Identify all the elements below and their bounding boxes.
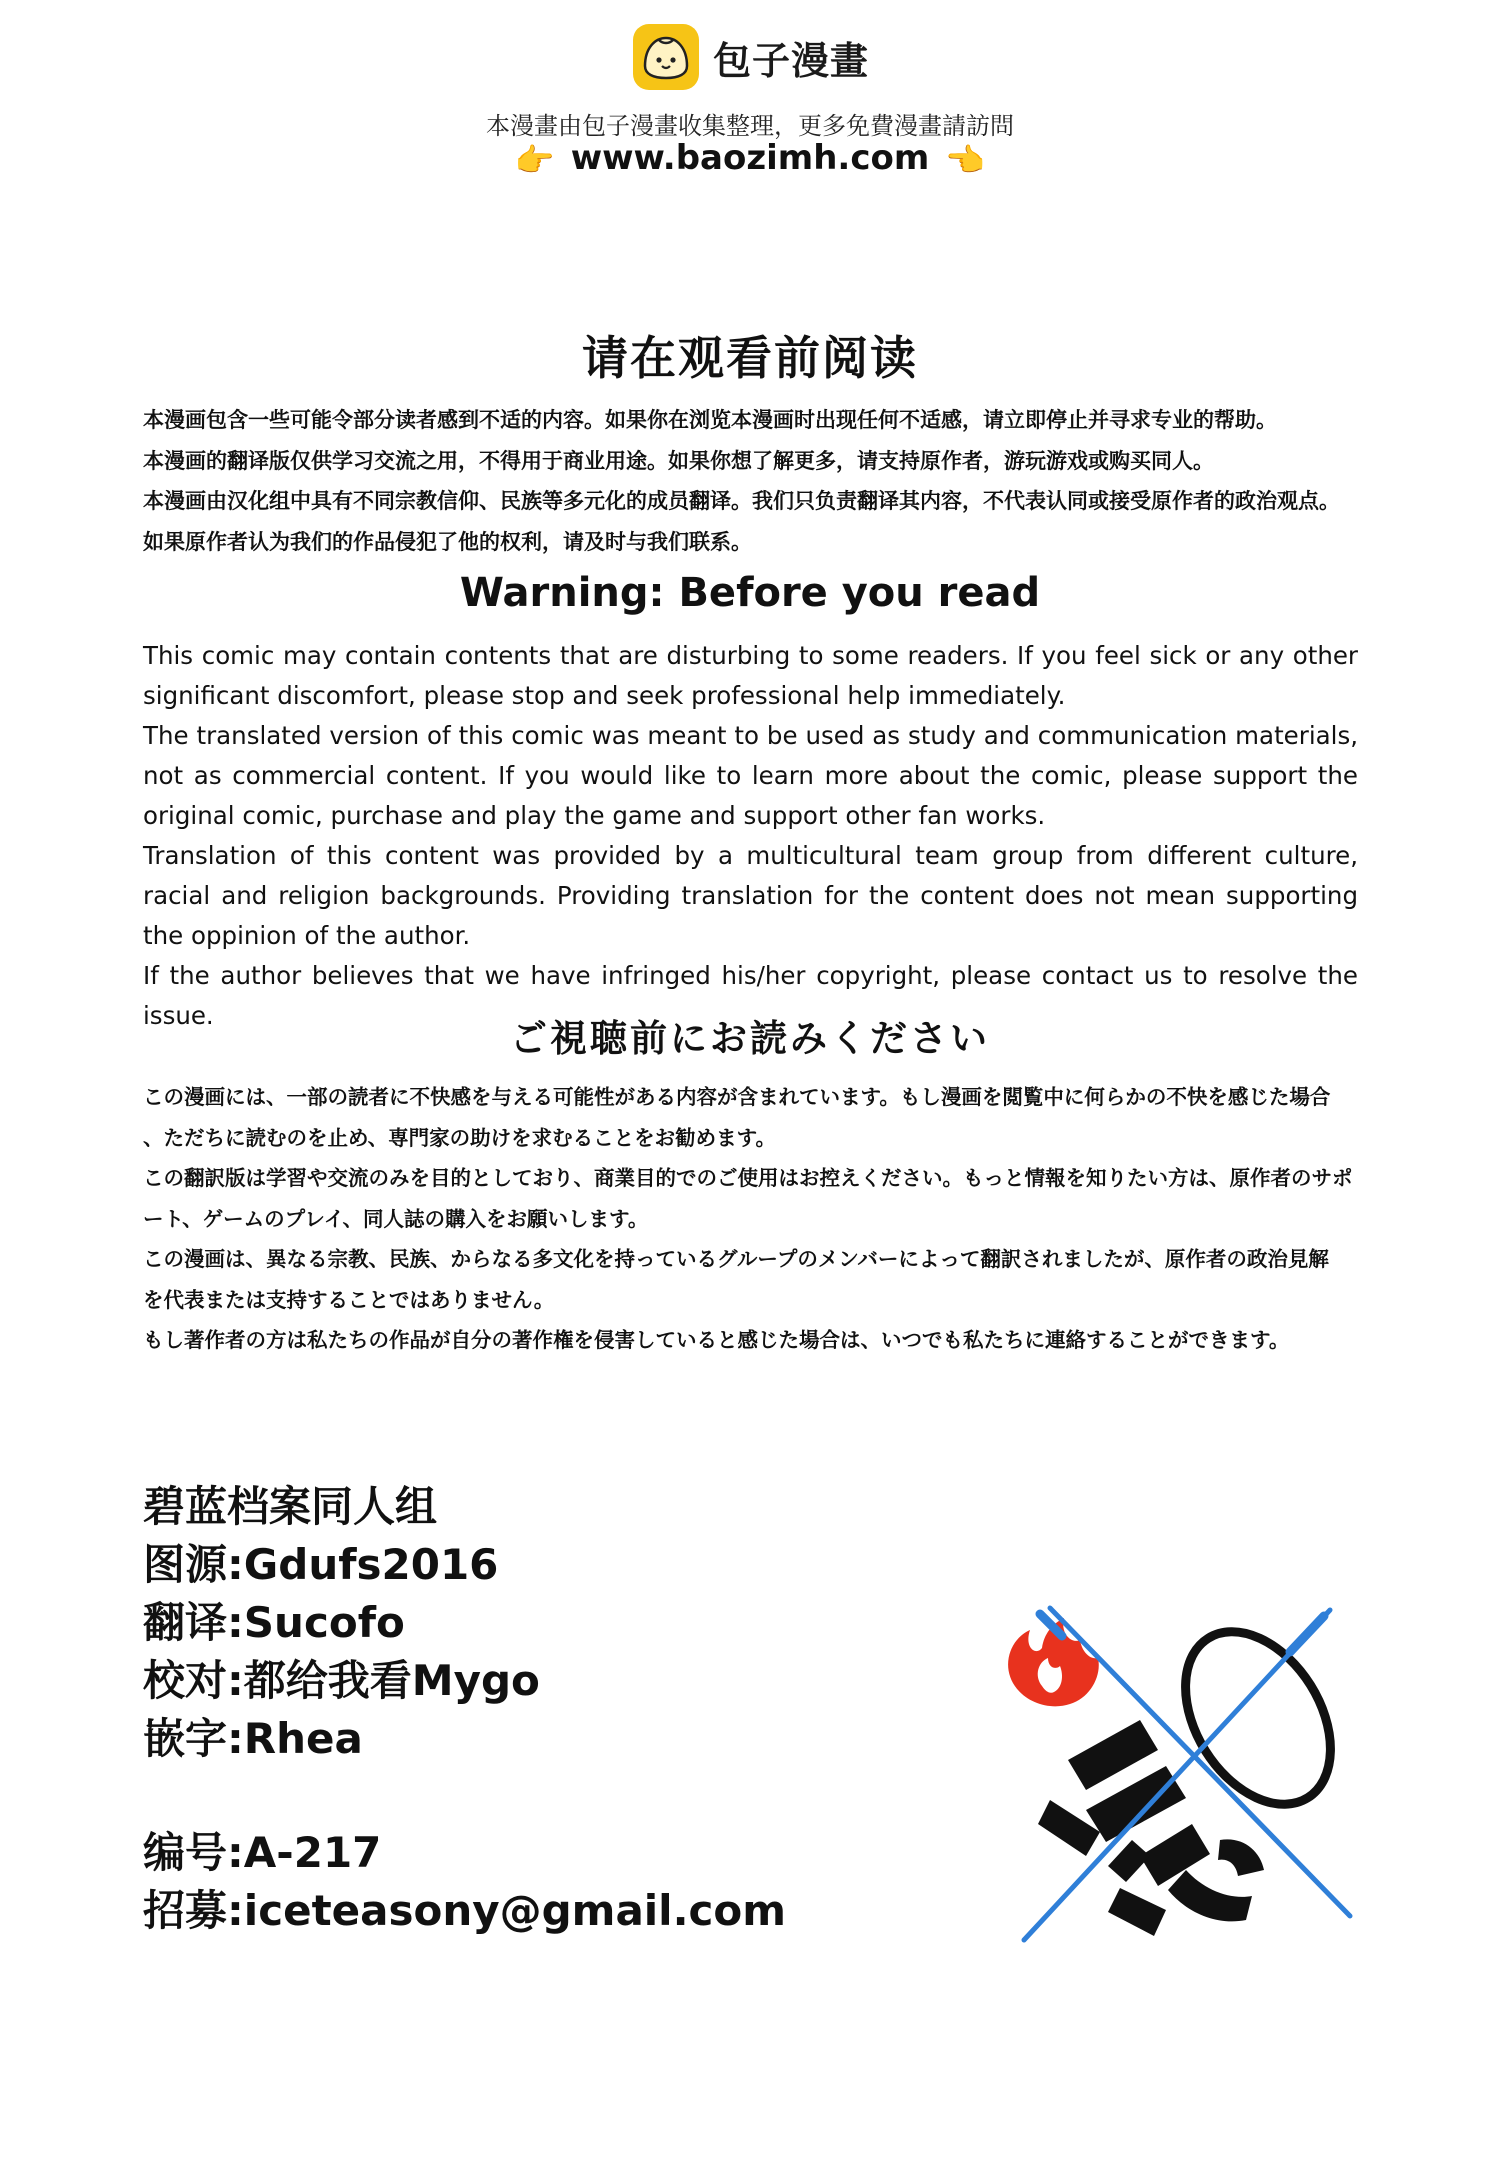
credit-recruit-email[interactable]: 招募:iceteasony@gmail.com <box>143 1886 787 1935</box>
chinese-notice-line: 如果原作者认为我们的作品侵犯了他的权利，请及时与我们联系。 <box>143 529 752 554</box>
english-warning-paragraph: If the author believes that we have infringed his/her copyright, please contact us to resolve the issue. <box>143 961 1358 1030</box>
brand-url-link[interactable]: www.baozimh.com <box>570 138 930 178</box>
group-emblem-logo <box>990 1600 1370 1950</box>
credit-translator: 翻译:Sucofo <box>143 1598 405 1647</box>
japanese-notice-line: この翻訳版は学習や交流のみを目的としており、商業目的でのご使用はお控えください。もっと情報を知りたい方は、原作者のサポ <box>143 1166 1353 1190</box>
chinese-notice-line: 本漫画由汉化组中具有不同宗教信仰、民族等多元化的成员翻译。我们只负责翻译其内容，不代表认同或接受原作者的政治观点。 <box>143 489 1340 513</box>
japanese-notice-body <box>143 1077 1358 1361</box>
chinese-notice-line: 本漫画包含一些可能令部分读者感到不适的内容。如果你在浏览本漫画时出现任何不适感，请立即停止并寻求专业的帮助。 <box>143 408 1277 432</box>
japanese-notice-line: ート、ゲームのプレイ、同人誌の購入をお願いします。 <box>143 1206 649 1231</box>
english-warning-paragraph: Translation of this content was provided by a multicultural team group from different culture, racial and religion backgrounds. Providing translation for the content does not mean supporting the oppinion of the author. <box>143 841 1358 950</box>
pointing-left-hand-icon: 👈 <box>945 140 986 179</box>
japanese-notice-line: を代表または支持することではありません。 <box>143 1287 555 1312</box>
english-warning-paragraph: The translated version of this comic was meant to be used as study and communication materials, not as commercial content. If you would like to learn more about the comic, please support the original comic, purchase and play the game and support other fan works. <box>143 721 1358 830</box>
credit-source: 图源:Gdufs2016 <box>143 1540 499 1589</box>
chinese-notice-title: 请在观看前阅读 <box>582 331 918 385</box>
chinese-notice-line: 本漫画的翻译版仅供学习交流之用，不得用于商业用途。如果你想了解更多，请支持原作者，游玩游戏或购买同人。 <box>143 448 1214 473</box>
english-warning-title: Warning: Before you read <box>459 570 1041 616</box>
credit-proofreader: 校对:都给我看Mygo <box>143 1656 540 1705</box>
credits-block <box>143 1478 786 1940</box>
japanese-notice-line: もし著作者の方は私たちの作品が自分の著作権を侵害していると感じた場合は、いつでも私たちに連絡することができます。 <box>143 1328 1290 1352</box>
brand-name: 包子漫畫 <box>712 38 869 83</box>
japanese-notice-title: ご視聴前にお読みください <box>510 1017 990 1060</box>
japanese-notice-line: 、ただちに読むのを止め、専門家の助けを求むることをお勧めます。 <box>143 1125 777 1150</box>
credit-number: 编号:A-217 <box>143 1828 382 1877</box>
pointing-right-hand-icon: 👉 <box>514 140 555 179</box>
japanese-notice-line: この漫画は、異なる宗教、民族、からなる多文化を持っているグループのメンバーによって翻訳されましたが、原作者の政治見解 <box>143 1247 1329 1271</box>
group-name: 碧蓝档案同人组 <box>143 1482 438 1531</box>
credit-typesetter: 嵌字:Rhea <box>143 1714 363 1763</box>
english-warning-paragraph: This comic may contain contents that are disturbing to some readers. If you feel sick or any other significant discomfort, please stop and seek professional help immediately. <box>143 641 1358 710</box>
chinese-notice-body <box>143 400 1358 562</box>
english-warning-body <box>143 636 1358 1036</box>
baozi-logo-icon <box>631 22 701 92</box>
japanese-notice-line: この漫画には、一部の読者に不快感を与える可能性がある内容が含まれています。もし漫画を閲覧中に何らかの不快を感じた場合 <box>143 1085 1331 1109</box>
brand-description: 本漫畫由包子漫畫收集整理，更多免費漫畫請訪問 <box>486 112 1014 140</box>
brand-url-row <box>0 138 1500 179</box>
brand-header <box>0 22 1500 96</box>
brand-row <box>631 22 869 92</box>
